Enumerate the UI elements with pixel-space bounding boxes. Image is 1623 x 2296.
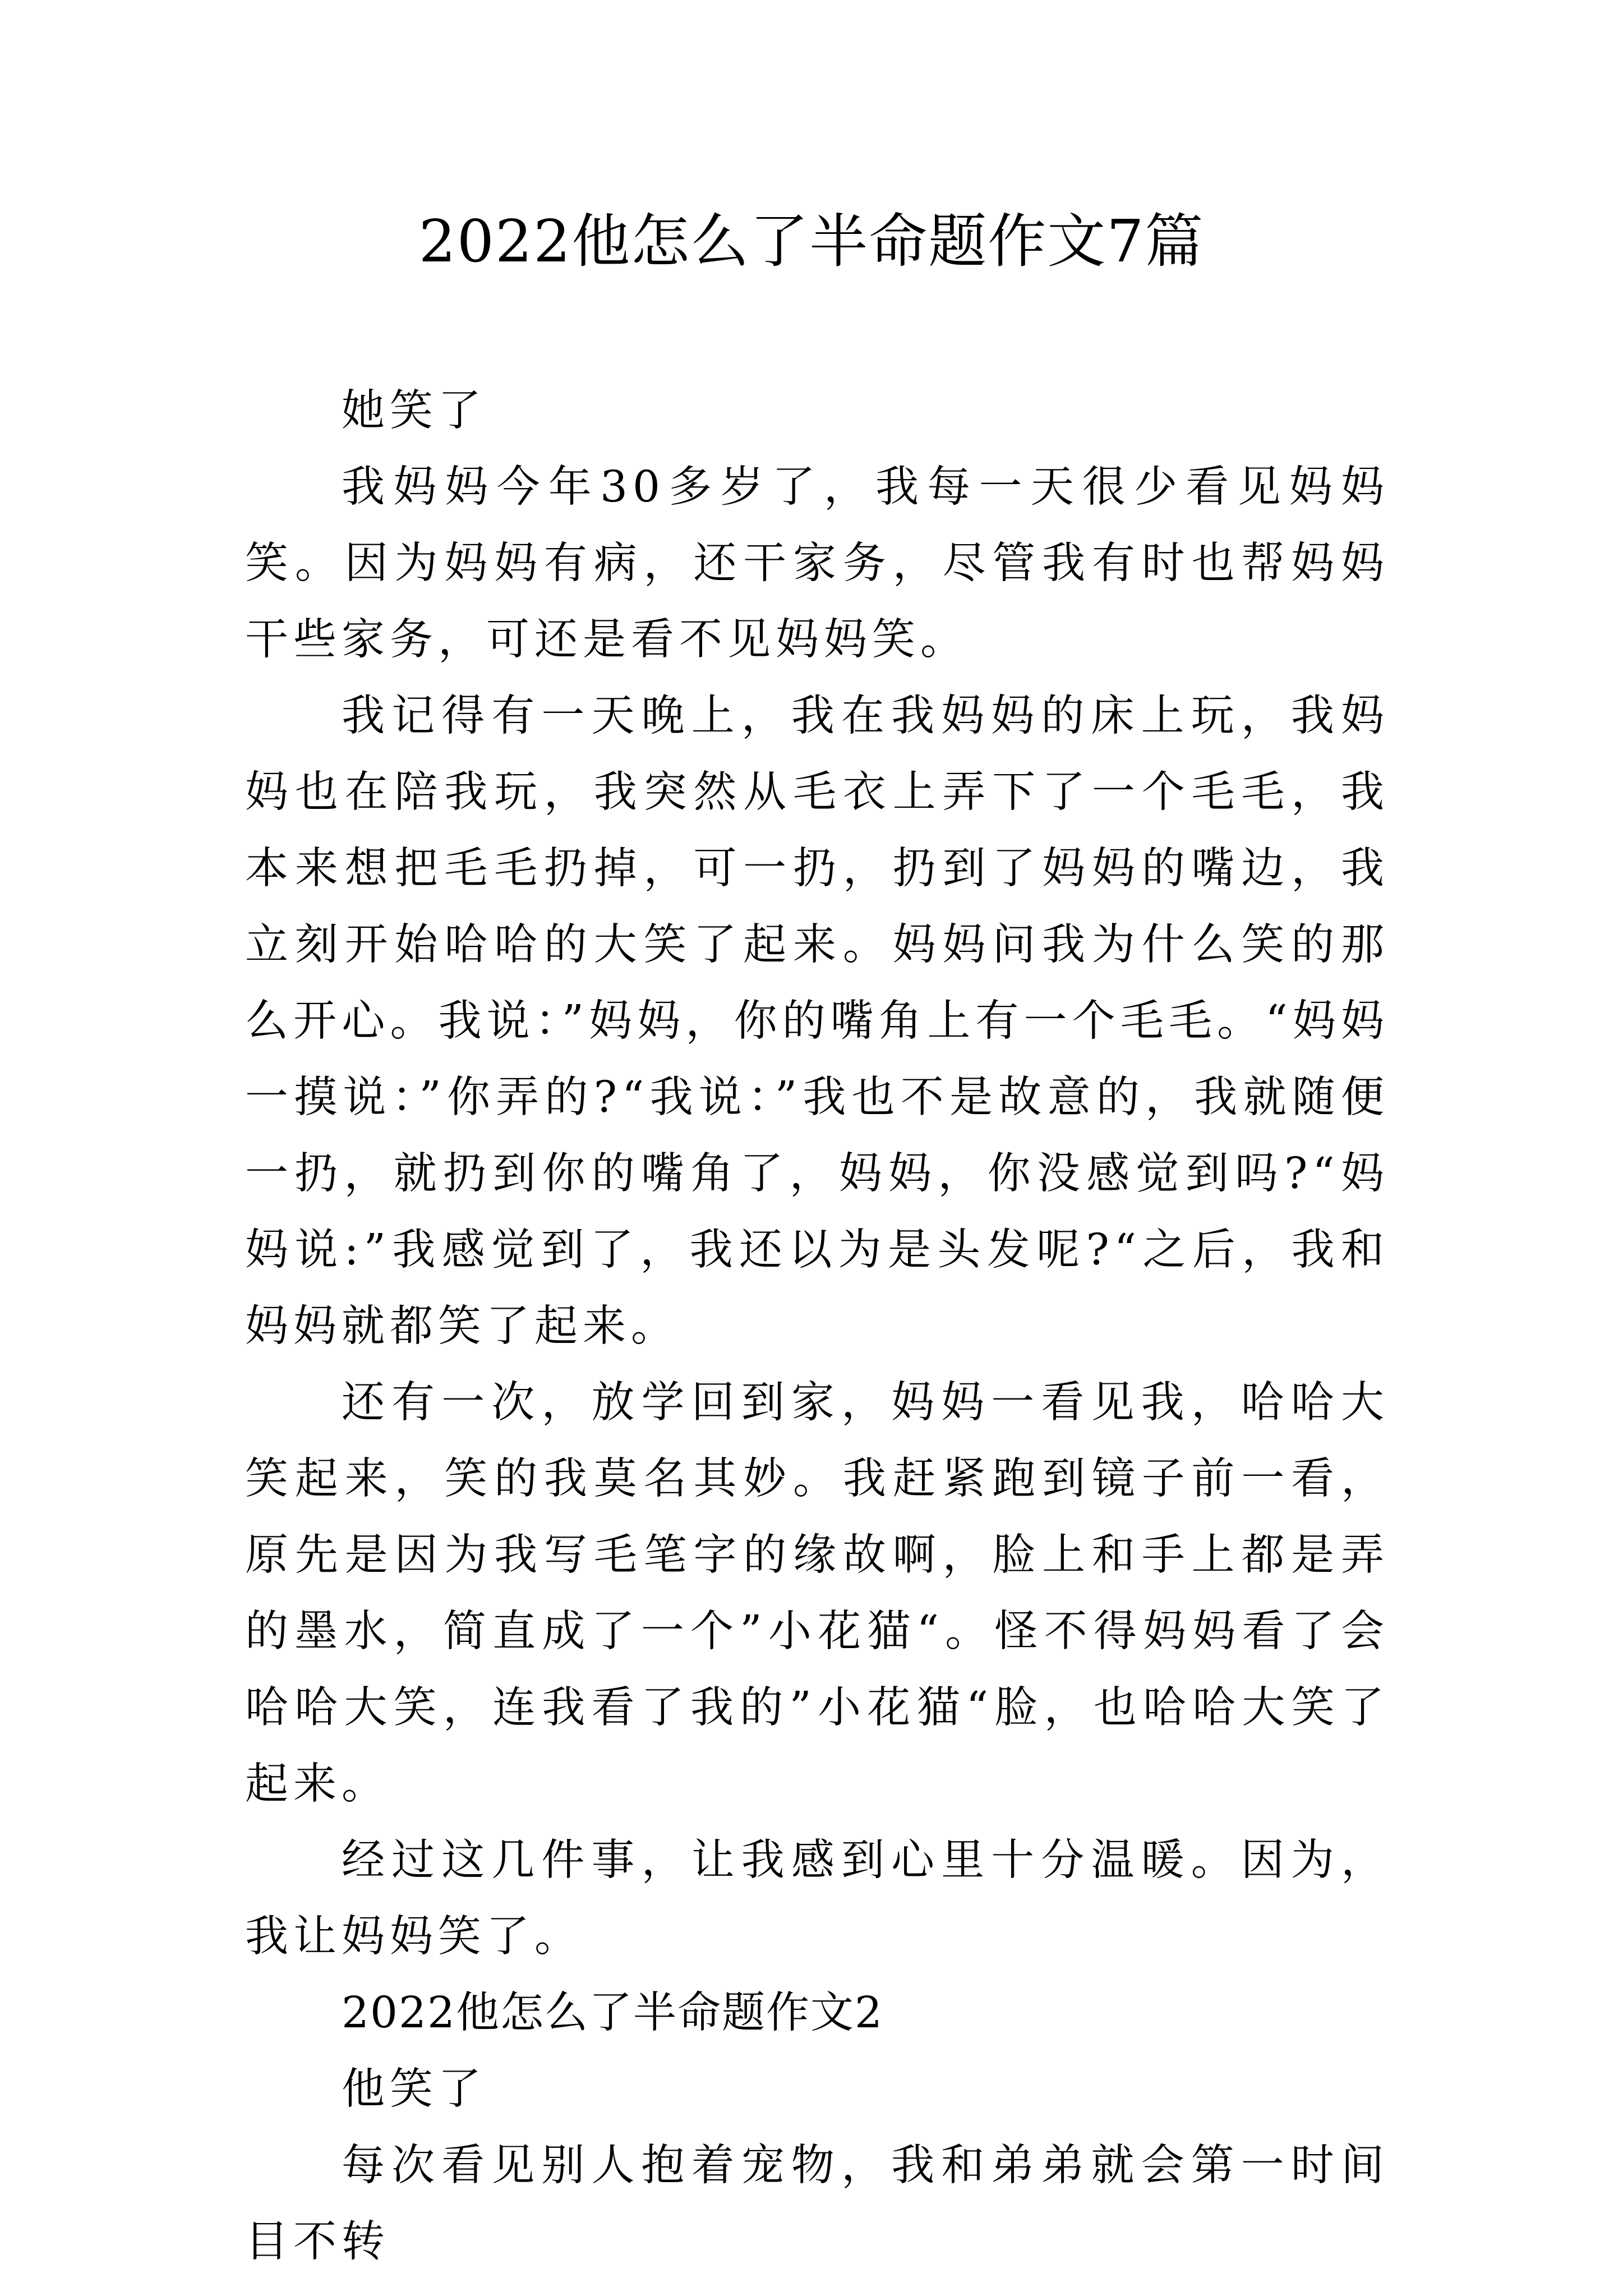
section-heading-2: 2022他怎么了半命题作文2: [342, 1988, 883, 2038]
document-title: 2022他怎么了半命题作文7篇: [418, 207, 1205, 275]
paragraph-subtitle-2: 他笑了: [342, 2064, 486, 2114]
paragraph-3: 还有一次，放学回到家，妈妈一看见我，哈哈大笑起来，笑的我莫名其妙。我赶紧跑到镜子前一看，原先是因为我写毛笔字的缘故啊，脸上和手上都是弄的墨水，简直成了一个”小花猫“。怪不得妈妈看了会哈哈大笑，连我看了我的”小花猫“脸，也哈哈大笑了起来。: [245, 1378, 1389, 1809]
paragraph-1: 我妈妈今年30多岁了，我每一天很少看见妈妈笑。因为妈妈有病，还干家务，尽管我有时也帮妈妈干些家务，可还是看不见妈妈笑。: [245, 462, 1389, 665]
document-body: [245, 373, 1389, 2280]
paragraph-4: 经过这几件事，让我感到心里十分温暖。因为，我让妈妈笑了。: [245, 1835, 1389, 1962]
paragraph-subtitle-1: 她笑了: [342, 386, 486, 436]
paragraph-2: 我记得有一天晚上，我在我妈妈的床上玩，我妈妈也在陪我玩，我突然从毛衣上弄下了一个毛毛，我本来想把毛毛扔掉，可一扔，扔到了妈妈的嘴边，我立刻开始哈哈的大笑了起来。妈妈问我为什么笑的那么开心。我说：”妈妈，你的嘴角上有一个毛毛。“妈妈一摸说：”你弄的?“我说：”我也不是故意的，我就随便一扔，就扔到你的嘴角了，妈妈，你没感觉到吗?“妈妈说:”我感觉到了，我还以为是头发呢?“之后，我和妈妈就都笑了起来。: [245, 691, 1389, 1351]
paragraph-5: 每次看见别人抱着宠物，我和弟弟就会第一时间目不转: [245, 2141, 1389, 2267]
